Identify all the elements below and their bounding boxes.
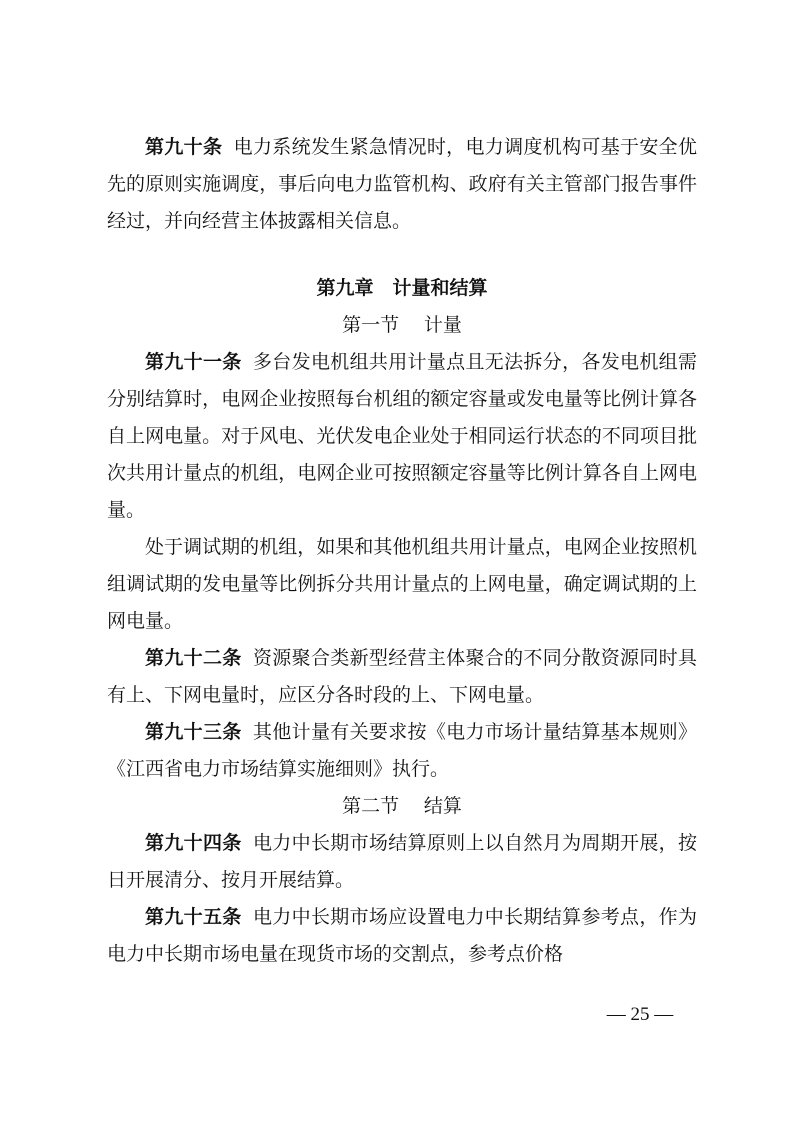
article-number: 第九十条 [145,136,223,158]
page-number: — 25 — [606,1004,674,1025]
article-number: 第九十二条 [145,647,242,669]
section-heading-2 [107,788,697,825]
article-91-paragraph-2 [107,529,697,640]
article-92 [107,640,697,714]
article-number: 第九十三条 [145,721,242,743]
section-number: 第一节 [342,314,400,336]
article-text: 电力中长期市场应设置电力中长期结算参考点，作为电力中长期市场电量在现货市场的交割点，参考点价格 [107,906,697,965]
article-number: 第九十五条 [145,906,242,928]
article-number: 第九十四条 [145,832,242,854]
section-number: 第二节 [342,795,400,817]
section-title: 结算 [423,795,462,817]
section-heading-1 [107,307,697,344]
paragraph-text: 处于调试期的机组，如果和其他机组共用计量点，电网企业按照机组调试期的发电量等比例拆分共用计量点的上网电量，确定调试期的上网电量。 [107,536,697,632]
article-text: 电力中长期市场结算原则上以自然月为周期开展，按日开展清分、按月开展结算。 [107,832,697,891]
chapter-title: 计量和结算 [392,277,488,299]
article-93 [107,714,697,788]
article-91 [107,344,697,529]
section-title: 计量 [423,314,462,336]
article-94 [107,825,697,899]
chapter-heading [107,270,697,307]
article-text: 多台发电机组共用计量点且无法拆分，各发电机组需分别结算时，电网企业按照每台机组的额定容量或发电量等比例计算各自上网电量。对于风电、光伏发电企业处于相同运行状态的不同项目批次共用计量点的机组，电网企业可按照额定容量等比例计算各自上网电量。 [107,351,697,521]
article-text: 其他计量有关要求按《电力市场计量结算基本规则》《江西省电力市场结算实施细则》执行。 [107,721,697,780]
document-body [107,129,697,973]
article-95 [107,899,697,973]
article-number: 第九十一条 [145,351,242,373]
article-90 [107,129,697,240]
article-text: 资源聚合类新型经营主体聚合的不同分散资源同时具有上、下网电量时，应区分各时段的上、下网电量。 [107,647,697,706]
chapter-number: 第九章 [316,277,374,299]
article-text: 电力系统发生紧急情况时，电力调度机构可基于安全优先的原则实施调度，事后向电力监管机构、政府有关主管部门报告事件经过，并向经营主体披露相关信息。 [107,136,697,232]
